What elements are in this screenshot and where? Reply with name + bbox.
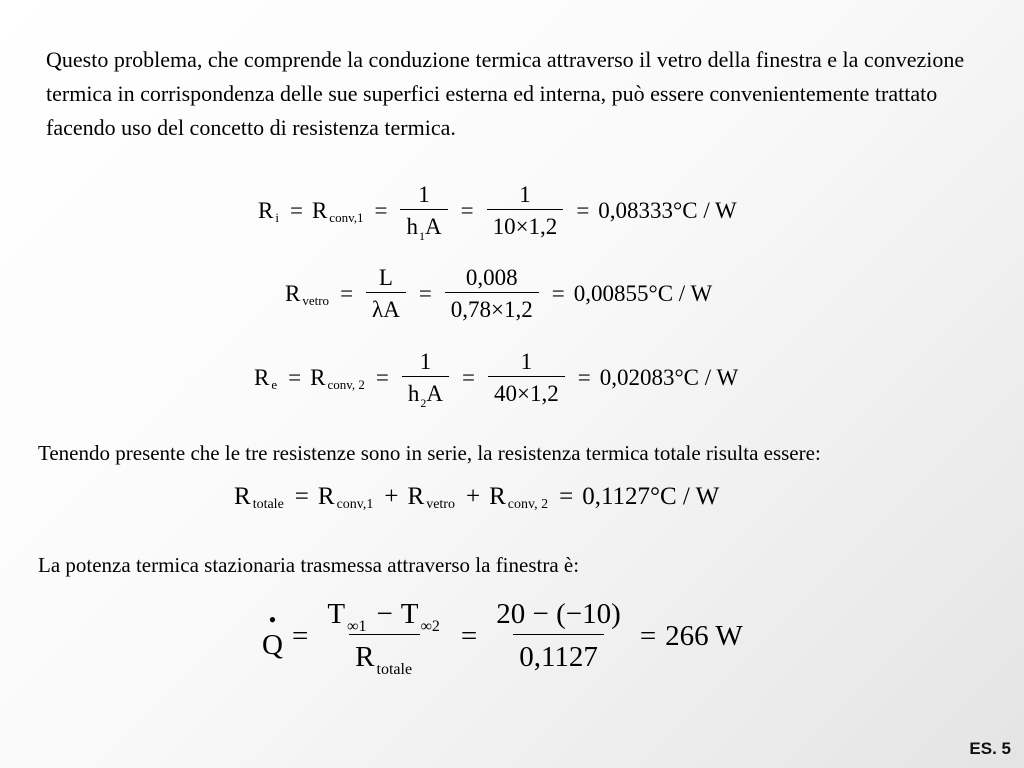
denominator bbox=[402, 376, 449, 410]
symbol-r: R bbox=[254, 365, 270, 390]
equals-sign: = bbox=[288, 365, 302, 390]
symbol-r: R bbox=[407, 483, 425, 510]
symbol-r: R bbox=[317, 483, 335, 510]
equals-sign: = bbox=[460, 198, 474, 223]
symbol-a: A bbox=[426, 381, 443, 406]
subscript: totale bbox=[252, 496, 284, 512]
denominator: 40×1,2 bbox=[488, 376, 565, 405]
subscript: conv,1 bbox=[329, 210, 364, 225]
symbol-r: R bbox=[234, 483, 251, 510]
symbol-r: R bbox=[489, 483, 506, 510]
numerator: 1 bbox=[419, 349, 432, 374]
equation-r-internal bbox=[258, 182, 737, 243]
numerator: 1 bbox=[520, 349, 533, 374]
denominator: 0,78×1,2 bbox=[445, 292, 539, 321]
subscript: i bbox=[275, 210, 279, 225]
symbol-r: R bbox=[285, 281, 301, 306]
symbol-r: R bbox=[310, 365, 326, 390]
result-value: 0,1127°C / W bbox=[582, 483, 720, 510]
fraction bbox=[366, 266, 406, 321]
symbol-r: R bbox=[258, 198, 274, 223]
subscript: conv,1 bbox=[336, 496, 374, 512]
fraction bbox=[402, 349, 449, 410]
equation-r-vetro bbox=[285, 266, 712, 321]
equation-r-totale bbox=[234, 483, 720, 512]
denominator: 0,1127 bbox=[513, 634, 604, 672]
equation-r-external bbox=[254, 349, 739, 410]
equals-sign: = bbox=[375, 365, 389, 390]
subscript: totale bbox=[376, 661, 413, 678]
minus-sign: − bbox=[376, 598, 393, 630]
subscript: ∞1 bbox=[347, 618, 367, 635]
q-dot-symbol bbox=[262, 606, 283, 661]
equals-sign: = bbox=[460, 619, 478, 652]
equals-sign: = bbox=[462, 365, 475, 390]
equals-sign: = bbox=[374, 198, 388, 223]
slide-number: ES. 5 bbox=[969, 739, 1011, 758]
result-value: 266 W bbox=[665, 619, 743, 652]
equals-sign: = bbox=[559, 483, 574, 510]
equals-sign: = bbox=[551, 281, 565, 306]
symbol-h: h bbox=[406, 214, 418, 239]
symbol-t: T bbox=[327, 598, 346, 630]
numerator: 0,008 bbox=[465, 265, 518, 290]
equals-sign: = bbox=[291, 619, 309, 652]
equals-sign: = bbox=[418, 281, 432, 306]
symbol-q: Q bbox=[262, 628, 283, 661]
equals-sign: = bbox=[639, 619, 657, 652]
subscript: conv, 2 bbox=[327, 377, 365, 392]
symbol-a: A bbox=[424, 214, 442, 239]
equals-sign: = bbox=[577, 365, 591, 390]
subscript: vetro bbox=[302, 293, 330, 308]
intro-paragraph: Questo problema, che comprende la conduzione termica attraverso il vetro della finestra e la convezione termica in corrispondenza delle sue superfici esterna ed interna, può essere convenientemente trattato facendo uso del concetto di resistenza termica. bbox=[46, 47, 965, 140]
denominator bbox=[349, 634, 420, 678]
subscript: 1 bbox=[418, 229, 425, 243]
subscript: ∞2 bbox=[420, 618, 440, 635]
numerator: 20 − (−10) bbox=[496, 598, 621, 630]
fraction bbox=[490, 600, 627, 672]
symbol-r: R bbox=[355, 641, 375, 673]
plus-sign: + bbox=[465, 483, 481, 510]
numerator: L bbox=[378, 265, 393, 290]
result-value: 0,02083°C / W bbox=[599, 365, 739, 390]
series-paragraph: Tenendo presente che le tre resistenze sono in serie, la resistenza termica totale risulta essere: bbox=[38, 441, 821, 465]
denominator bbox=[400, 209, 447, 243]
fraction bbox=[488, 350, 565, 405]
equation-heat-rate bbox=[262, 598, 743, 678]
symbol-t: T bbox=[400, 598, 419, 630]
equals-sign: = bbox=[576, 198, 590, 223]
numerator: 1 bbox=[418, 182, 430, 207]
result-value: 0,00855°C / W bbox=[573, 281, 713, 306]
numerator: 1 bbox=[519, 182, 531, 207]
numerator bbox=[321, 600, 448, 634]
plus-sign: + bbox=[384, 483, 399, 510]
symbol-r: R bbox=[311, 198, 328, 223]
dot-accent: • bbox=[268, 606, 277, 632]
denominator: 10×1,2 bbox=[487, 209, 564, 238]
fraction bbox=[321, 598, 448, 678]
subscript: conv, 2 bbox=[507, 496, 549, 512]
fraction bbox=[445, 266, 539, 321]
equals-sign: = bbox=[340, 281, 354, 306]
equals-sign: = bbox=[289, 198, 303, 223]
power-paragraph: La potenza termica stazionaria trasmessa attraverso la finestra è: bbox=[38, 553, 580, 577]
subscript: 2 bbox=[420, 396, 427, 410]
symbol-h: h bbox=[407, 381, 420, 406]
result-value: 0,08333°C / W bbox=[598, 198, 737, 223]
subscript: vetro bbox=[426, 496, 455, 512]
denominator: λA bbox=[366, 292, 406, 321]
subscript: e bbox=[271, 377, 278, 392]
fraction bbox=[400, 182, 447, 243]
equals-sign: = bbox=[294, 483, 309, 510]
fraction bbox=[487, 183, 564, 238]
